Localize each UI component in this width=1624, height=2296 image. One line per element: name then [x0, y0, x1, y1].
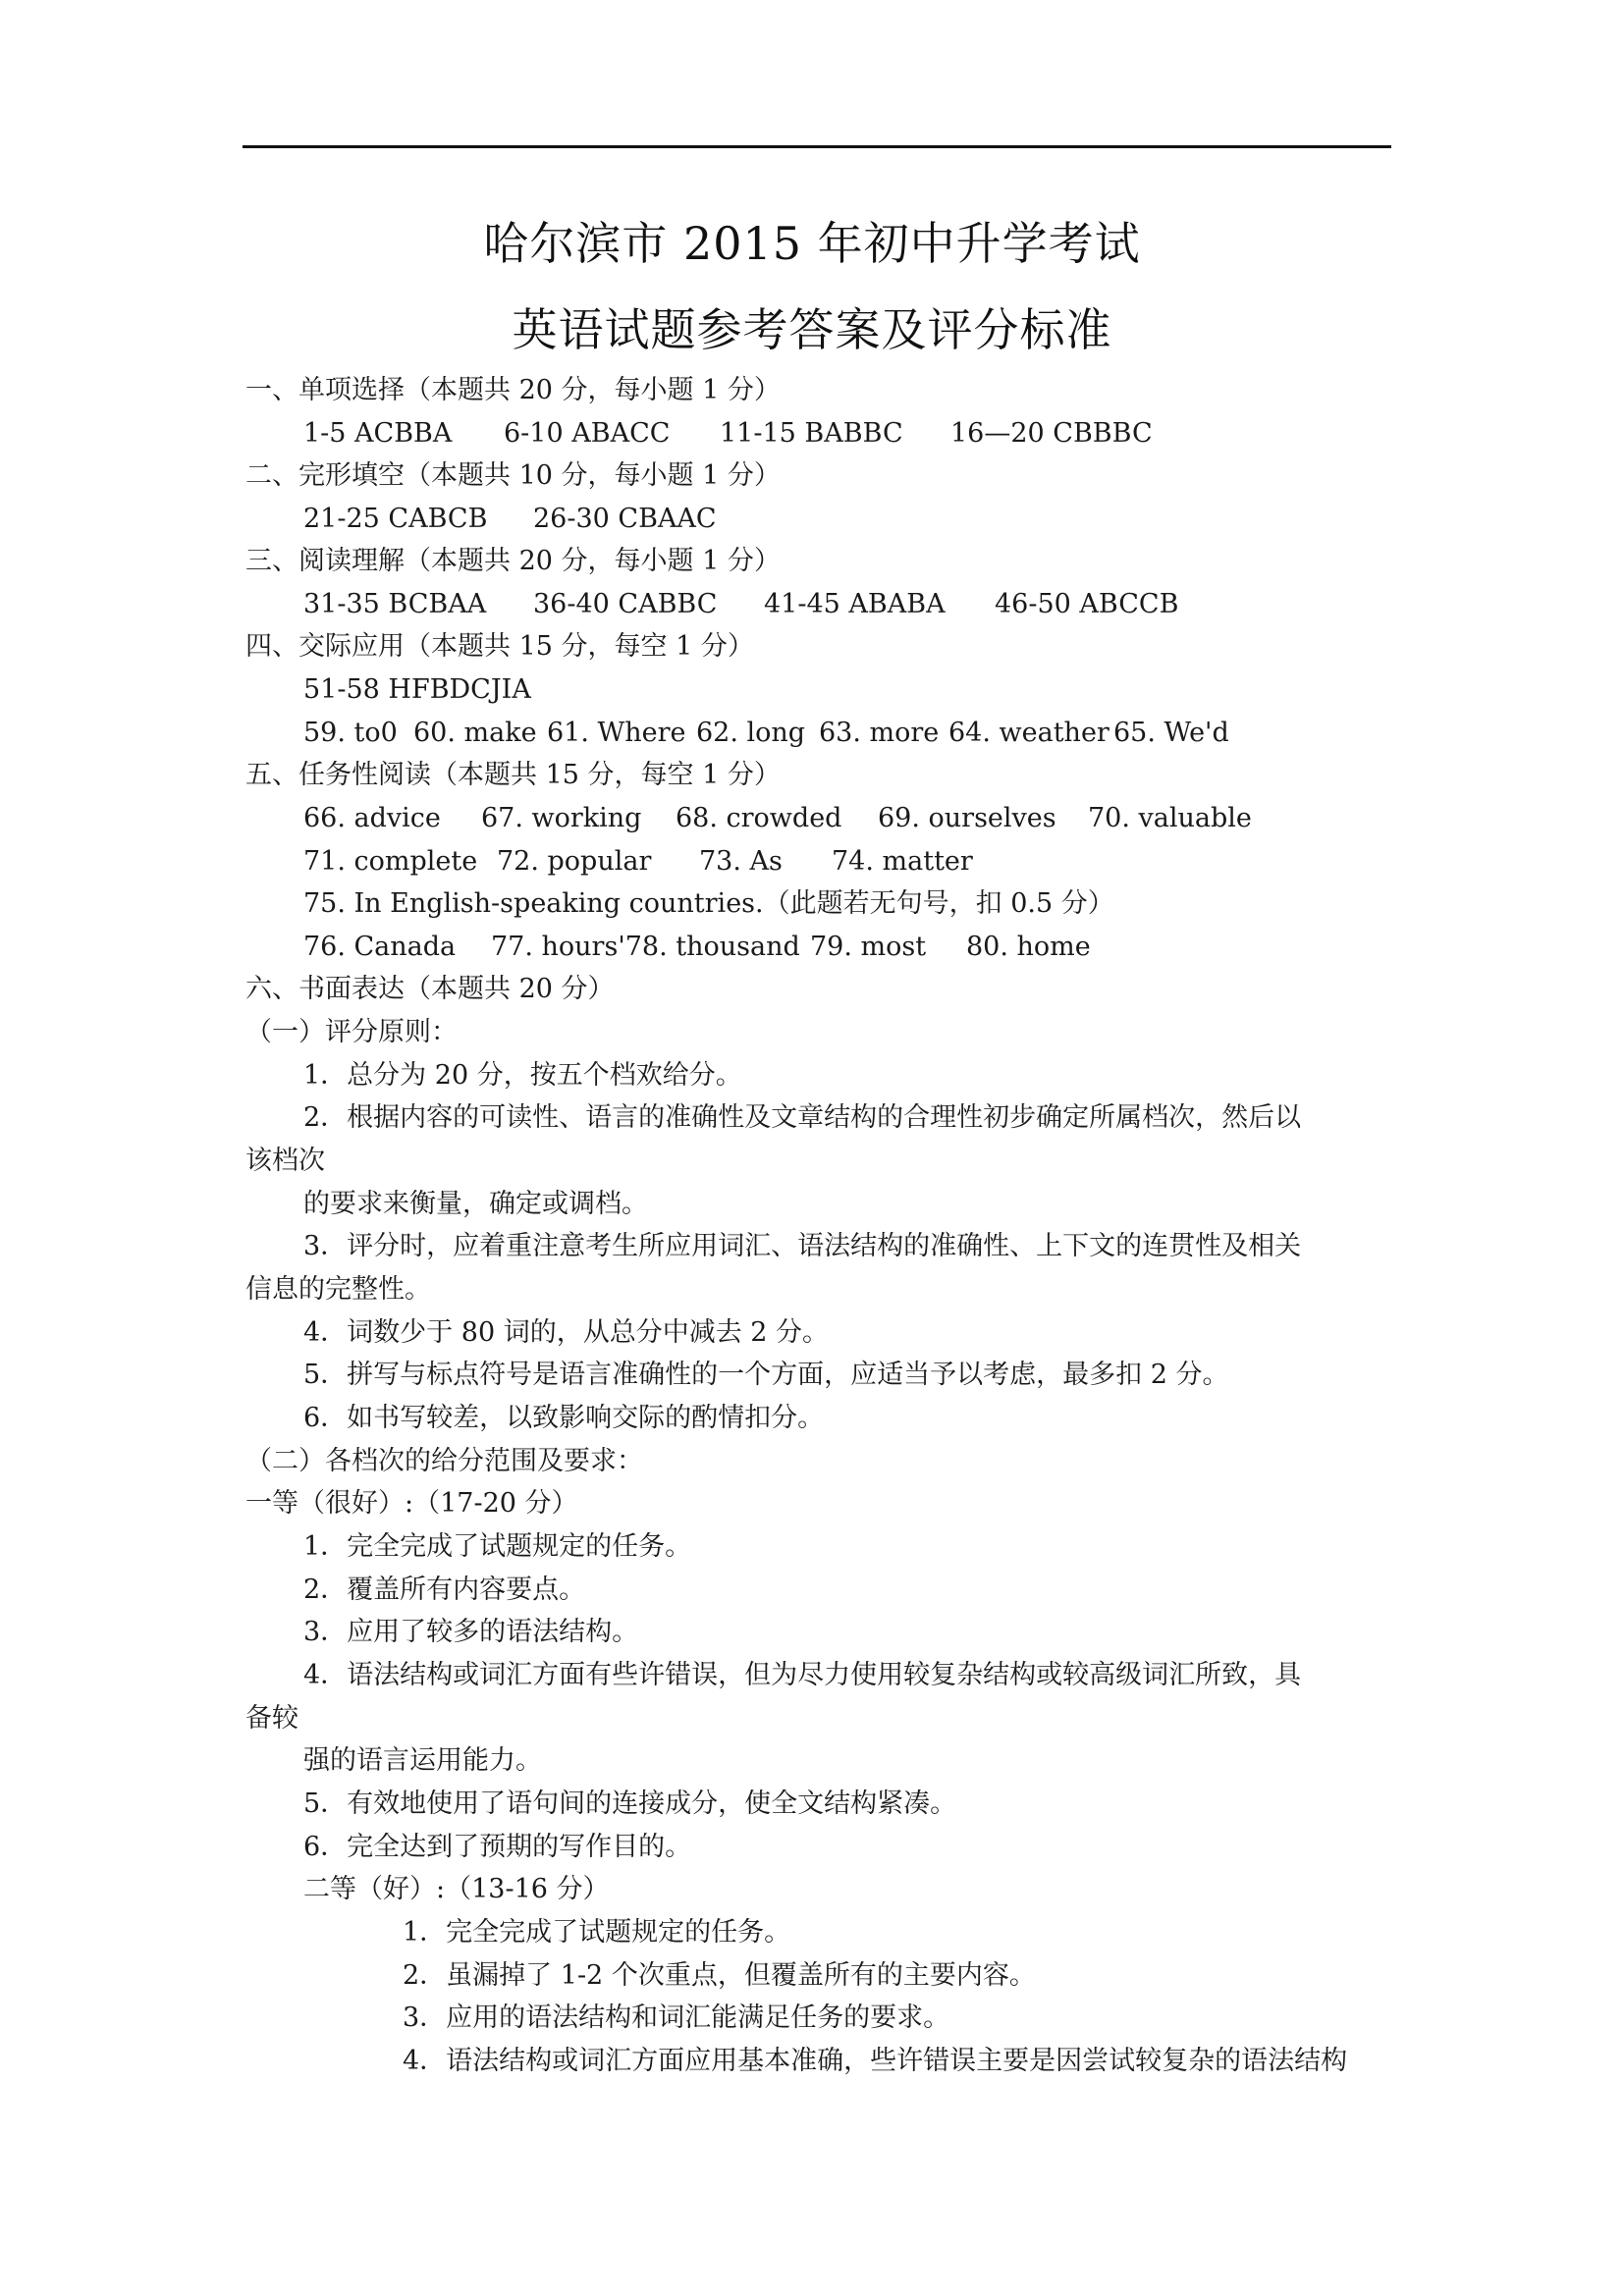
answer-item: 60. make	[413, 718, 537, 748]
answer-75: 75. In English-speaking countries.（此题若无句号，扣 0.5 分）	[303, 888, 1114, 919]
grade2-heading: 二等（好）:（13-16 分）	[303, 1874, 610, 1904]
principle-6: 6．如书写较差，以致影响交际的酌情扣分。	[303, 1403, 825, 1433]
section4-heading: 四、交际应用（本题共 15 分，每空 1 分）	[245, 631, 754, 662]
answer-item: 72. popular	[497, 846, 652, 877]
principle-2-cont: 的要求来衡量，确定或调档。	[303, 1189, 648, 1219]
answer-item: 76. Canada	[303, 932, 457, 962]
grade1-item: 1．完全完成了试题规定的任务。	[303, 1531, 692, 1562]
answer-item: 71. complete	[303, 846, 478, 877]
grade1-item-cont: 强的语言运用能力。	[303, 1745, 542, 1776]
section4-line1: 51-58 HFBDCJIA	[303, 674, 531, 705]
answer-item: 61. Where	[547, 718, 686, 748]
principle-2-cont: 该档次	[245, 1146, 325, 1176]
principle-3-cont: 信息的完整性。	[245, 1274, 431, 1305]
grade2-item: 3．应用的语法结构和词汇能满足任务的要求。	[403, 2002, 950, 2033]
grade1-item-cont: 备较	[245, 1703, 298, 1734]
answer-group: 36-40 CABBC	[533, 589, 718, 619]
answer-item: 63. more	[819, 718, 940, 748]
grade1-heading: 一等（很好）:（17-20 分）	[245, 1488, 578, 1519]
answer-item: 79. most	[810, 932, 927, 962]
principle-4: 4．词数少于 80 词的，从总分中减去 2 分。	[303, 1317, 830, 1348]
answer-item: 74. matter	[832, 846, 973, 877]
answer-item: 77. hours'78. thousand	[491, 932, 800, 962]
grade1-item: 4．语法结构或词汇方面有些许错误，但为尽力使用较复杂结构或较高级词汇所致，具	[303, 1660, 1302, 1690]
grade1-item: 2．覆盖所有内容要点。	[303, 1575, 586, 1605]
principle-3: 3．评分时，应着重注意考生所应用词汇、语法结构的准确性、上下文的连贯性及相关	[303, 1231, 1302, 1261]
answer-item: 68. crowded	[676, 803, 842, 833]
principle-5: 5．拼写与标点符号是语言准确性的一个方面，应适当予以考虑，最多扣 2 分。	[303, 1360, 1229, 1390]
levels-heading: （二）各档次的给分范围及要求：	[245, 1446, 643, 1476]
principles-heading: （一）评分原则：	[245, 1017, 458, 1047]
answer-item: 64. weather	[948, 718, 1110, 748]
principle-1: 1．总分为 20 分，按五个档欢给分。	[303, 1060, 742, 1091]
answer-item: 66. advice	[303, 803, 441, 833]
answer-item: 67. working	[481, 803, 642, 833]
grade1-item: 5．有效地使用了语句间的连接成分，使全文结构紧凑。	[303, 1789, 957, 1819]
grade1-item: 6．完全达到了预期的写作目的。	[303, 1832, 692, 1862]
section5-heading: 五、任务性阅读（本题共 15 分，每空 1 分）	[245, 760, 781, 790]
grade2-item: 4．语法结构或词汇方面应用基本准确，些许错误主要是因尝试较复杂的语法结构	[403, 2046, 1348, 2076]
exam-subtitle: 英语试题参考答案及评分标准	[512, 303, 1112, 356]
grade2-item: 2．虽漏掉了 1-2 个次重点，但覆盖所有的主要内容。	[403, 1960, 1036, 1991]
answer-item: 69. ourselves	[878, 803, 1056, 833]
top-rule	[243, 145, 1391, 148]
answer-group: 6-10 ABACC	[504, 418, 671, 449]
section3-heading: 三、阅读理解（本题共 20 分，每小题 1 分）	[245, 546, 781, 576]
answer-group: 41-45 ABABA	[764, 589, 946, 619]
section1-heading: 一、单项选择（本题共 20 分，每小题 1 分）	[245, 375, 781, 405]
grade2-item: 1．完全完成了试题规定的任务。	[403, 1917, 791, 1948]
answer-item: 59. to0	[303, 718, 398, 748]
answer-item: 65. We'd	[1113, 718, 1229, 748]
answer-group: 11-15 BABBC	[720, 418, 903, 449]
answer-group: 16—20 CBBBC	[950, 418, 1153, 449]
grade1-item: 3．应用了较多的语法结构。	[303, 1617, 639, 1647]
answer-item: 70. valuable	[1088, 803, 1252, 833]
answer-group: 31-35 BCBAA	[303, 589, 487, 619]
answer-group: 21-25 CABCB	[303, 504, 488, 534]
exam-title: 哈尔滨市 2015 年初中升学考试	[483, 217, 1141, 270]
section6-heading: 六、书面表达（本题共 20 分）	[245, 974, 615, 1004]
answer-group: 46-50 ABCCB	[995, 589, 1179, 619]
answer-item: 73. As	[699, 846, 783, 877]
answer-group: 1-5 ACBBA	[303, 418, 453, 449]
answer-group: 26-30 CBAAC	[533, 504, 717, 534]
principle-2: 2．根据内容的可读性、语言的准确性及文章结构的合理性初步确定所属档次，然后以	[303, 1102, 1302, 1133]
answer-item: 62. long	[696, 718, 806, 748]
answer-item: 80. home	[966, 932, 1091, 962]
section2-heading: 二、完形填空（本题共 10 分，每小题 1 分）	[245, 460, 781, 491]
